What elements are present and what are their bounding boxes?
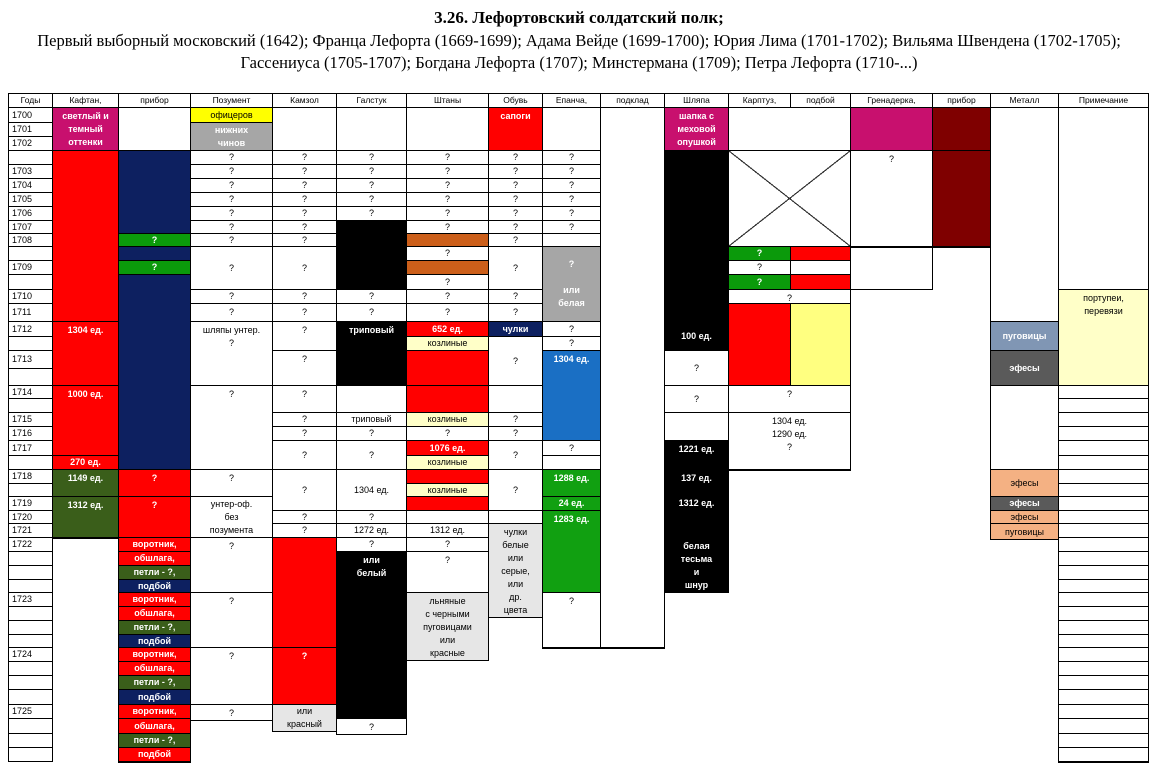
cell-kamzol-r20: ? (272, 385, 337, 413)
cell-shtany-r15: ? (406, 303, 489, 322)
cell-primechanie-r42 (1058, 689, 1149, 705)
cell-grenaderka-r11 (850, 246, 991, 248)
cell-primechanie-r22 (1058, 412, 1149, 427)
year-cell: 1704 (8, 178, 53, 193)
cell-kamzol-r11: ? (272, 246, 337, 290)
cell-metal-r18: эфесы (990, 350, 1059, 386)
cell-kamzol-r43: или красный (272, 704, 337, 732)
cell-pozument-r16: шляпы унтер. ? (190, 321, 273, 386)
cell-primechanie-r36 (1058, 606, 1149, 621)
cell-pribor-r13 (118, 274, 191, 470)
cell-epancha-r1 (542, 107, 601, 151)
cell-podboi-r12 (790, 260, 851, 275)
cell-shtany-r18 (406, 350, 489, 386)
cell-shlyapa-r24: 1221 ед. (664, 440, 729, 470)
cell-pozument-r11: ? (190, 246, 273, 290)
cell-galstuk-r22: триповый (336, 412, 407, 427)
year-cell: 1725 (8, 704, 53, 719)
cell-shtany-r10 (406, 233, 489, 247)
cell-shlyapa-r18: ? (664, 350, 729, 386)
year-cell: 1723 (8, 592, 53, 607)
cell-shlyapa-r31: белая тесьма и шнур (664, 537, 729, 593)
cell-grenaderka-r1 (850, 107, 933, 151)
cell-epancha-r11: ? или белая (542, 246, 601, 322)
cell-gren-pribor-r4 (932, 150, 991, 247)
year-cell: 1716 (8, 426, 53, 441)
cell-primechanie-r14: портупеи, перевязи (1058, 289, 1149, 386)
header-karptuz: Карптуз, (728, 93, 791, 108)
year-cell: 1708 (8, 233, 53, 247)
cell-epancha-r17: ? (542, 336, 601, 351)
cell-galstuk-r26: 1304 ед. (336, 469, 407, 511)
cell-metal-r29: эфесы (990, 510, 1059, 524)
cell-shtany-r6: ? (406, 178, 489, 193)
cell-primechanie-r34 (1058, 579, 1149, 593)
cell-obuv-r14: ? (488, 289, 543, 304)
cell-pozument-r4: ? (190, 150, 273, 165)
cell-obuv-r22: ? (488, 412, 543, 427)
header-pozument: Позумент (190, 93, 273, 108)
cell-karptuz-r26 (728, 469, 851, 471)
cell-kamzol-r29: ? (272, 510, 337, 524)
cell-kamzol-r6: ? (272, 178, 337, 193)
cell-pozument-r43: ? (190, 704, 273, 721)
cell-epancha-r4: ? (542, 150, 601, 165)
year-cell (8, 368, 53, 386)
cell-primechanie-r47 (1058, 761, 1149, 763)
cell-kaftan-r28: 1312 ед. (52, 496, 119, 538)
cell-metal-r16: пуговицы (990, 321, 1059, 351)
cell-galstuk-r30: 1272 ед. (336, 523, 407, 538)
year-cell: 1718 (8, 469, 53, 484)
cell-kaftan-r25: 270 ед. (52, 455, 119, 470)
cell-pribor-r33: петли - ?, (118, 565, 191, 580)
cell-obuv-r16: чулки (488, 321, 543, 337)
header-podklad: подклад (600, 93, 665, 108)
cell-obuv-r8: ? (488, 206, 543, 221)
cell-primechanie-r30 (1058, 523, 1149, 538)
cell-kaftan-r4 (52, 150, 119, 322)
year-cell (8, 150, 53, 165)
page-title: 3.26. Лефортовский солдатский полк; (434, 8, 724, 27)
cell-karptuz-r1 (728, 107, 851, 151)
cell-shtany-r7: ? (406, 192, 489, 207)
cell-galstuk-r32: или белый (336, 551, 407, 734)
cell-epancha-r7: ? (542, 192, 601, 207)
cell-pribor-r42: подбой (118, 689, 191, 705)
cell-shtany-r30: 1312 ед. (406, 523, 489, 538)
cell-kaftan-r20: 1000 ед. (52, 385, 119, 456)
cell-shtany-r20 (406, 385, 489, 413)
year-cell (8, 733, 53, 748)
cell-epancha-r5: ? (542, 164, 601, 179)
cell-galstuk-r5: ? (336, 164, 407, 179)
cell-pozument-r28: унтер-оф. без позумента (190, 496, 273, 538)
cell-shtany-r26 (406, 469, 489, 484)
year-cell (8, 620, 53, 635)
cell-pozument-r5: ? (190, 164, 273, 179)
cell-shtany-r25: козлиные (406, 455, 489, 470)
cell-metal-r28: эфесы (990, 496, 1059, 511)
year-cell (8, 455, 53, 470)
cell-galstuk-r9 (336, 220, 407, 290)
cell-primechanie-r21 (1058, 398, 1149, 413)
header-shtany: Штаны (406, 93, 489, 108)
header-galstuk: Галстук (336, 93, 407, 108)
cell-pozument-r35: ? (190, 592, 273, 648)
cell-podklad-r1 (600, 107, 665, 648)
cell-podboi-r11 (790, 246, 851, 261)
cell-obuv-r23: ? (488, 426, 543, 441)
year-cell: 1701 (8, 122, 53, 137)
cell-galstuk-r15: ? (336, 303, 407, 322)
cell-primechanie-r24 (1058, 440, 1149, 456)
cell-galstuk-r1 (336, 107, 407, 151)
cell-kamzol-r14: ? (272, 289, 337, 304)
cell-primechanie-r39 (1058, 647, 1149, 662)
cell-primechanie-r26 (1058, 469, 1149, 484)
cell-pribor-r12: ? (118, 260, 191, 275)
cell-shtany-r29 (406, 510, 489, 524)
header-grenaderka: Гренадерка, (850, 93, 933, 108)
cell-pribor-r32: обшлага, (118, 551, 191, 566)
cell-shlyapa-r26: 137 ед. (664, 469, 729, 497)
cell-pribor-r28: ? (118, 496, 191, 538)
year-cell: 1710 (8, 289, 53, 304)
header-obuv: Обувь (488, 93, 543, 108)
cell-karptuz-r11: ? (728, 246, 791, 261)
cell-metal-r1 (990, 107, 1059, 322)
cell-shtany-r17: козлиные (406, 336, 489, 351)
year-cell (8, 606, 53, 621)
cell-obuv-r24: ? (488, 440, 543, 470)
cell-primechanie-r43 (1058, 704, 1149, 719)
cell-epancha-r9: ? (542, 220, 601, 234)
year-cell (8, 579, 53, 593)
cell-kamzol-r9: ? (272, 220, 337, 234)
year-cell: 1709 (8, 260, 53, 275)
cell-obuv-r5: ? (488, 164, 543, 179)
cell-shtany-r16: 652 ед. (406, 321, 489, 337)
cell-pribor-r4 (118, 150, 191, 234)
cell-kaftan-r1: светлый и темный оттенки (52, 107, 119, 151)
cell-primechanie-r37 (1058, 620, 1149, 635)
cell-epancha-r26: 1288 ед. (542, 469, 601, 497)
cell-epancha-r18: 1304 ед. (542, 350, 601, 441)
cell-obuv-r15: ? (488, 303, 543, 322)
cell-primechanie-r44 (1058, 718, 1149, 734)
cell-shtany-r13: ? (406, 274, 489, 290)
year-cell: 1705 (8, 192, 53, 207)
cell-pribor-r40: обшлага, (118, 661, 191, 676)
cell-galstuk-r4: ? (336, 150, 407, 165)
cell-pozument-r8: ? (190, 206, 273, 221)
year-cell (8, 689, 53, 705)
year-cell: 1713 (8, 350, 53, 369)
cell-pozument-r6: ? (190, 178, 273, 193)
year-cell (8, 336, 53, 351)
cell-epancha-r16: ? (542, 321, 601, 337)
year-cell (8, 565, 53, 580)
cell-obuv-r11: ? (488, 246, 543, 290)
cell-kaftan-r16: 1304 ед. (52, 321, 119, 386)
year-cell: 1702 (8, 136, 53, 151)
cell-galstuk-r14: ? (336, 289, 407, 304)
cell-primechanie-r33 (1058, 565, 1149, 580)
cell-pribor-r46: подбой (118, 747, 191, 762)
cell-epancha-r10 (542, 233, 601, 247)
cell-kaftan-r26: 1149 ед. (52, 469, 119, 497)
year-cell (8, 718, 53, 734)
header-kaftan: Кафтан, (52, 93, 119, 108)
year-cell (8, 634, 53, 648)
cell-epancha-r24: ? (542, 440, 601, 456)
cell-kamzol-r24: ? (272, 440, 337, 470)
cell-metal-r30: пуговицы (990, 523, 1059, 540)
cell-kamzol-r8: ? (272, 206, 337, 221)
header-metal: Металл (990, 93, 1059, 108)
year-cell: 1707 (8, 220, 53, 234)
cell-pozument-r20: ? (190, 385, 273, 470)
cell-shtany-r5: ? (406, 164, 489, 179)
cell-pribor-r38: подбой (118, 634, 191, 648)
cell-karptuz-r20: ? (728, 385, 851, 413)
year-cell (8, 246, 53, 261)
cell-kamzol-r7: ? (272, 192, 337, 207)
year-cell: 1712 (8, 321, 53, 337)
cell-podboi-r15 (790, 303, 851, 386)
cell-pribor-r45: петли - ?, (118, 733, 191, 748)
header-primechanie: Примечание (1058, 93, 1149, 108)
header-podboi: подбой (790, 93, 851, 108)
cell-karptuz-r13: ? (728, 274, 791, 290)
cell-primechanie-r28 (1058, 496, 1149, 511)
cell-shlyapa-r29 (664, 510, 729, 538)
cell-shtany-r14: ? (406, 289, 489, 304)
year-cell: 1706 (8, 206, 53, 221)
cell-podklad-r39 (600, 647, 665, 649)
cell-primechanie-r35 (1058, 592, 1149, 607)
year-cell (8, 551, 53, 566)
cell-obuv-r1: сапоги (488, 107, 543, 151)
cell-obuv-r9: ? (488, 220, 543, 234)
year-cell: 1717 (8, 440, 53, 456)
cell-galstuk-r8: ? (336, 206, 407, 221)
cell-kamzol-r10: ? (272, 233, 337, 247)
cell-obuv-r10: ? (488, 233, 543, 247)
cell-pribor-r39: воротник, (118, 647, 191, 662)
cell-primechanie-r32 (1058, 551, 1149, 566)
cell-shtany-r35: льняные с черными пуговицами или красные (406, 592, 489, 661)
cell-galstuk-r23: ? (336, 426, 407, 441)
cell-kamzol-r26: ? (272, 469, 337, 511)
cell-epancha-r8: ? (542, 206, 601, 221)
cell-pribor-r44: обшлага, (118, 718, 191, 734)
cell-pozument-r10: ? (190, 233, 273, 247)
cell-kaftan-r31 (52, 537, 119, 539)
header-shlyapa: Шляпа (664, 93, 729, 108)
cell-shlyapa-r22 (664, 412, 729, 441)
cell-galstuk-r16: триповый (336, 321, 407, 386)
cell-pozument-r7: ? (190, 192, 273, 207)
year-cell: 1703 (8, 164, 53, 179)
cell-shtany-r12 (406, 260, 489, 275)
year-cell: 1715 (8, 412, 53, 427)
header-gren-pribor: прибор (932, 93, 991, 108)
cell-pribor-r37: петли - ?, (118, 620, 191, 635)
cell-karptuz-r12: ? (728, 260, 791, 275)
cell-pribor-r31: воротник, (118, 537, 191, 552)
year-cell (8, 661, 53, 676)
cell-primechanie-r29 (1058, 510, 1149, 524)
cell-epancha-r25 (542, 455, 601, 470)
cell-primechanie-r45 (1058, 733, 1149, 748)
cell-shtany-r31: ? (406, 537, 489, 552)
cell-obuv-r7: ? (488, 192, 543, 207)
cell-pribor-r1 (118, 107, 191, 151)
cell-pribor-r35: воротник, (118, 592, 191, 607)
cell-karptuz-r22: 1304 ед. 1290 ед. ? (728, 412, 851, 470)
cell-pozument-r9: ? (190, 220, 273, 234)
cell-galstuk-r29: ? (336, 510, 407, 524)
header-kamzol: Камзол (272, 93, 337, 108)
cell-kamzol-r39: ? (272, 647, 337, 705)
cell-metal-r20 (990, 385, 1059, 470)
header-year: Годы (8, 93, 53, 108)
cell-obuv-r6: ? (488, 178, 543, 193)
cell-karptuz-r14: ? (728, 289, 851, 304)
cell-galstuk-r6: ? (336, 178, 407, 193)
cell-primechanie-r1 (1058, 107, 1149, 290)
year-cell: 1722 (8, 537, 53, 552)
cell-epancha-r35: ? (542, 592, 601, 648)
cell-pozument-r39: ? (190, 647, 273, 705)
cell-obuv-r30: чулки белые или серые, или др. цвета (488, 523, 543, 618)
cell-primechanie-r38 (1058, 634, 1149, 648)
cell-primechanie-r23 (1058, 426, 1149, 441)
cell-kamzol-r30: ? (272, 523, 337, 538)
cell-metal-r26: эфесы (990, 469, 1059, 497)
page-subtitle: Первый выборный московский (1642); Франца Лефорта (1669-1699); Адама Вейде (1699-1700); Юрия Лима (1701-1702); Вильяма Швендена (1702-1705); Гассениуса (1705-1707); Богдана Лефорта (1707); Минстермана (1709); Петра Лефорта (1710-...) (37, 31, 1121, 72)
cell-shtany-r22: козлиные (406, 412, 489, 427)
cell-pozument-r31: ? (190, 537, 273, 593)
cell-galstuk-r24: ? (336, 440, 407, 470)
cell-galstuk-r7: ? (336, 192, 407, 207)
cell-galstuk-r31: ? (336, 537, 407, 552)
cell-obuv-r26: ? (488, 469, 543, 511)
cell-shtany-r27: козлиные (406, 483, 489, 497)
year-cell (8, 483, 53, 497)
header-epancha: Епанча, (542, 93, 601, 108)
cell-obuv-r17: ? (488, 336, 543, 386)
cell-pozument-r15: ? (190, 303, 273, 322)
year-cell: 1724 (8, 647, 53, 662)
year-cell: 1714 (8, 385, 53, 399)
cell-kamzol-r15: ? (272, 303, 337, 322)
cell-primechanie-r20 (1058, 385, 1149, 399)
cell-shtany-r32: ? (406, 551, 489, 593)
year-cell (8, 747, 53, 762)
cell-kamzol-r4: ? (272, 150, 337, 165)
cell-kamzol-r5: ? (272, 164, 337, 179)
year-cell (8, 274, 53, 290)
cell-pribor-r11 (118, 246, 191, 261)
cell-obuv-r20 (488, 385, 543, 413)
cell-kamzol-r16: ? (272, 321, 337, 351)
cell-grenaderka-r4: ? (850, 150, 933, 290)
cell-pozument-r1: офицеров (190, 107, 273, 123)
cell-obuv-r4: ? (488, 150, 543, 165)
cell-karptuz-r4 (728, 150, 851, 247)
cell-pozument-r2: нижних чинов (190, 122, 273, 151)
year-cell: 1700 (8, 107, 53, 123)
cell-shtany-r9: ? (406, 220, 489, 234)
cell-epancha-r6: ? (542, 178, 601, 193)
cell-shtany-r4: ? (406, 150, 489, 165)
year-cell: 1720 (8, 510, 53, 524)
cell-kamzol-r18: ? (272, 350, 337, 386)
cell-epancha-r28: 24 ед. (542, 496, 601, 511)
cell-galstuk-r20 (336, 385, 407, 413)
year-cell: 1719 (8, 496, 53, 511)
cell-pribor-r34: подбой (118, 579, 191, 593)
cell-shlyapa-r28: 1312 ед. (664, 496, 729, 511)
cell-pozument-r26: ? (190, 469, 273, 497)
cell-pribor-r41: петли - ?, (118, 675, 191, 690)
header-pribor: прибор (118, 93, 191, 108)
cell-pribor-r26: ? (118, 469, 191, 497)
cell-primechanie-r31 (1058, 537, 1149, 552)
cell-karptuz-r15 (728, 303, 791, 386)
cell-pozument-r14: ? (190, 289, 273, 304)
year-cell (8, 675, 53, 690)
cell-gren-pribor-r1 (932, 107, 991, 151)
cell-shtany-r24: 1076 ед. (406, 440, 489, 456)
cell-shlyapa-r1: шапка с меховой опушкой (664, 107, 729, 151)
year-cell: 1711 (8, 303, 53, 322)
cell-pribor-r47 (118, 761, 191, 763)
cell-podboi-r13 (790, 274, 851, 290)
cell-kamzol-r1 (272, 107, 337, 151)
cell-epancha-r39 (542, 647, 601, 649)
cell-epancha-r29: 1283 ед. (542, 510, 601, 593)
cell-shtany-r8: ? (406, 206, 489, 221)
cell-primechanie-r41 (1058, 675, 1149, 690)
cell-pribor-r43: воротник, (118, 704, 191, 719)
cell-shtany-r1 (406, 107, 489, 151)
year-cell: 1721 (8, 523, 53, 538)
cell-kamzol-r22: ? (272, 412, 337, 427)
cell-primechanie-r27 (1058, 483, 1149, 497)
cell-primechanie-r46 (1058, 747, 1149, 762)
cell-galstuk-r44: ? (336, 718, 407, 735)
cell-shtany-r28 (406, 496, 489, 511)
cell-shlyapa-r16: 100 ед. (664, 321, 729, 351)
cell-shtany-r11: ? (406, 246, 489, 261)
cell-primechanie-r40 (1058, 661, 1149, 676)
cell-shlyapa-r20: ? (664, 385, 729, 413)
cell-kamzol-r23: ? (272, 426, 337, 441)
cell-shtany-r23: ? (406, 426, 489, 441)
cell-pribor-r36: обшлага, (118, 606, 191, 621)
cell-pribor-r10: ? (118, 233, 191, 247)
cell-obuv-r29 (488, 510, 543, 524)
year-cell (8, 398, 53, 413)
cell-primechanie-r25 (1058, 455, 1149, 470)
